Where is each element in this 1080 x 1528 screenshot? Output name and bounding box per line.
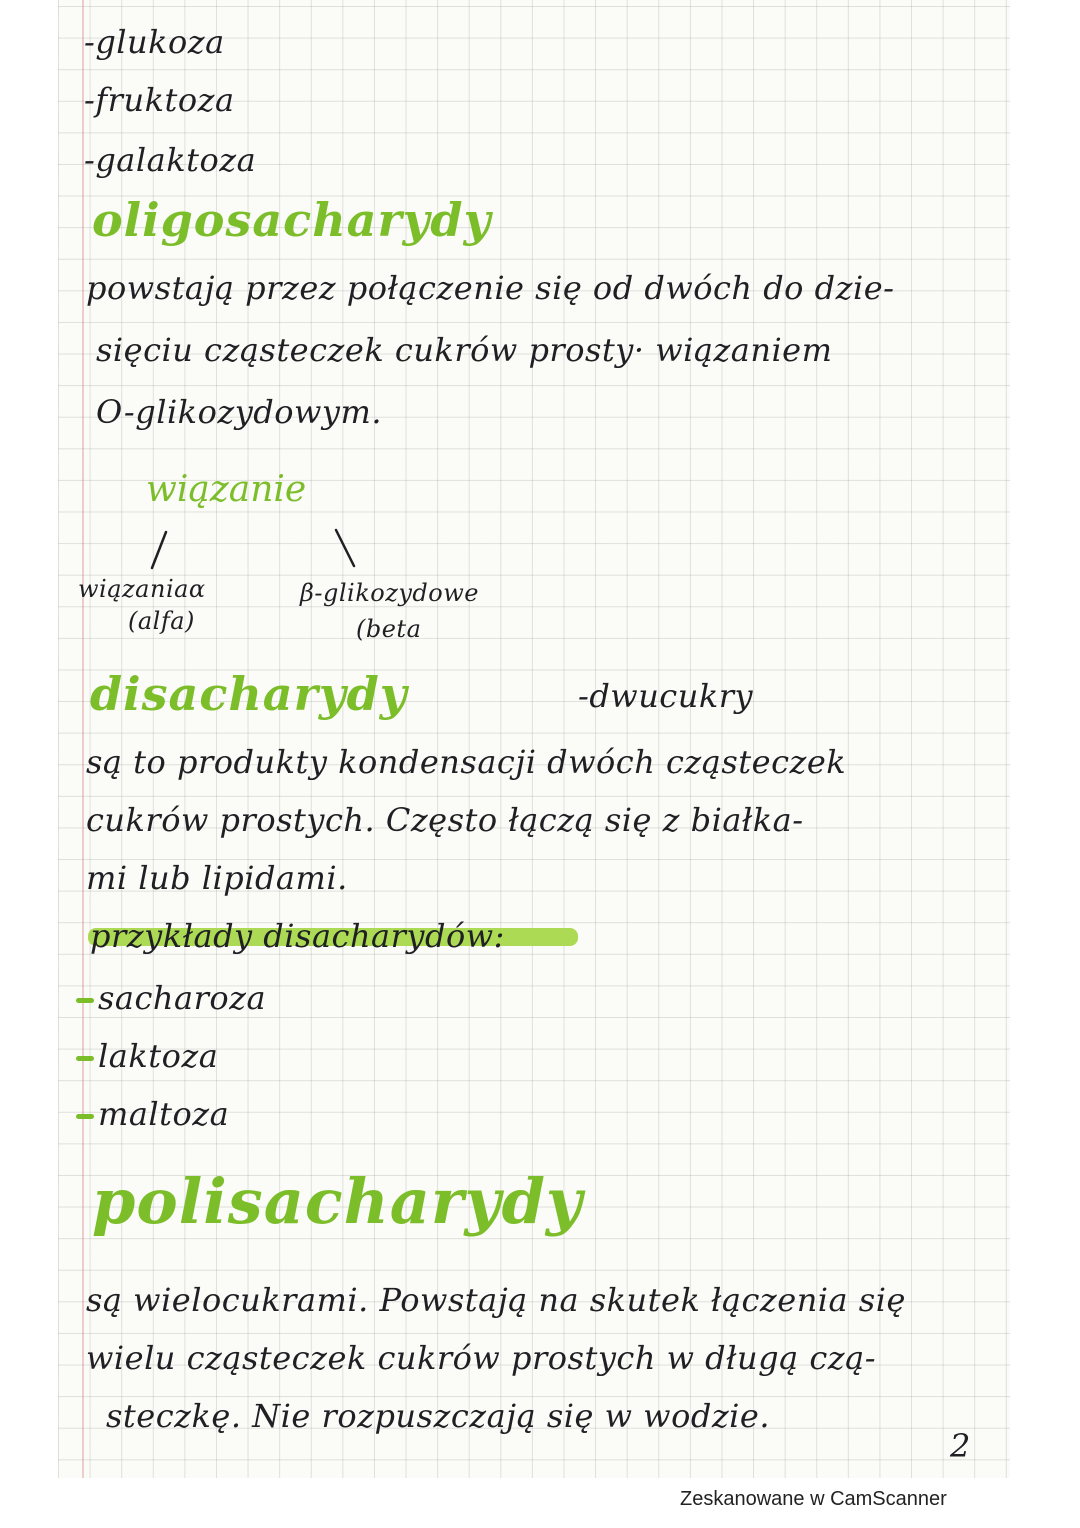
bullet-mark bbox=[76, 1114, 94, 1119]
di-line-1: są to produkty kondensacji dwóch cząsteczek bbox=[86, 743, 847, 781]
examples-heading: przykłady disacharydów: bbox=[90, 917, 505, 955]
example-item-maltoza bbox=[76, 1094, 229, 1134]
example-item-laktoza bbox=[76, 1036, 218, 1076]
oligo-line-1: powstają przez połączenie się od dwóch do dzie- bbox=[86, 269, 895, 307]
page-margin-line bbox=[82, 0, 84, 1478]
bond-beta-label: β-glikozydowe bbox=[300, 579, 479, 607]
list-item-galaktoza: -galaktoza bbox=[84, 141, 257, 179]
example-label: sacharoza bbox=[98, 979, 267, 1017]
heading-oligosacharydy: oligosacharydy bbox=[92, 193, 492, 247]
di-line-2: cukrów prostych. Często łączą się z białka- bbox=[86, 801, 804, 839]
list-item-glukoza: -glukoza bbox=[84, 23, 225, 61]
example-item-sacharoza bbox=[76, 978, 266, 1018]
oligo-line-2: sięciu cząsteczek cukrów prosty· wiązaniem bbox=[96, 331, 833, 369]
page-number: 2 bbox=[950, 1427, 971, 1465]
oligo-line-3: O-glikozydowym. bbox=[96, 393, 382, 431]
bond-branch-lines bbox=[140, 520, 380, 580]
example-label: maltoza bbox=[98, 1095, 230, 1133]
poly-line-2: wielu cząsteczek cukrów prostych w długą czą- bbox=[86, 1339, 877, 1377]
heading-polisacharydy: polisacharydy bbox=[92, 1165, 583, 1238]
di-line-3: mi lub lipidami. bbox=[86, 859, 348, 897]
disacharydy-suffix: -dwucukry bbox=[578, 677, 754, 715]
scanner-watermark: Zeskanowane w CamScanner bbox=[680, 1488, 947, 1510]
bullet-mark bbox=[76, 998, 94, 1003]
bullet-mark bbox=[76, 1056, 94, 1061]
bond-heading: wiązanie bbox=[146, 469, 307, 510]
list-item-fruktoza: -fruktoza bbox=[84, 81, 235, 119]
example-label: laktoza bbox=[98, 1037, 219, 1075]
bond-alpha-note: (alfa) bbox=[128, 607, 195, 635]
bond-beta-note: (beta bbox=[356, 615, 422, 643]
poly-line-1: są wielocukrami. Powstają na skutek łączenia się bbox=[86, 1281, 906, 1319]
poly-line-3: steczkę. Nie rozpuszczają się w wodzie. bbox=[106, 1397, 771, 1435]
bond-alpha-label: wiązaniaα bbox=[78, 575, 206, 603]
heading-disacharydy: disacharydy bbox=[90, 667, 408, 721]
